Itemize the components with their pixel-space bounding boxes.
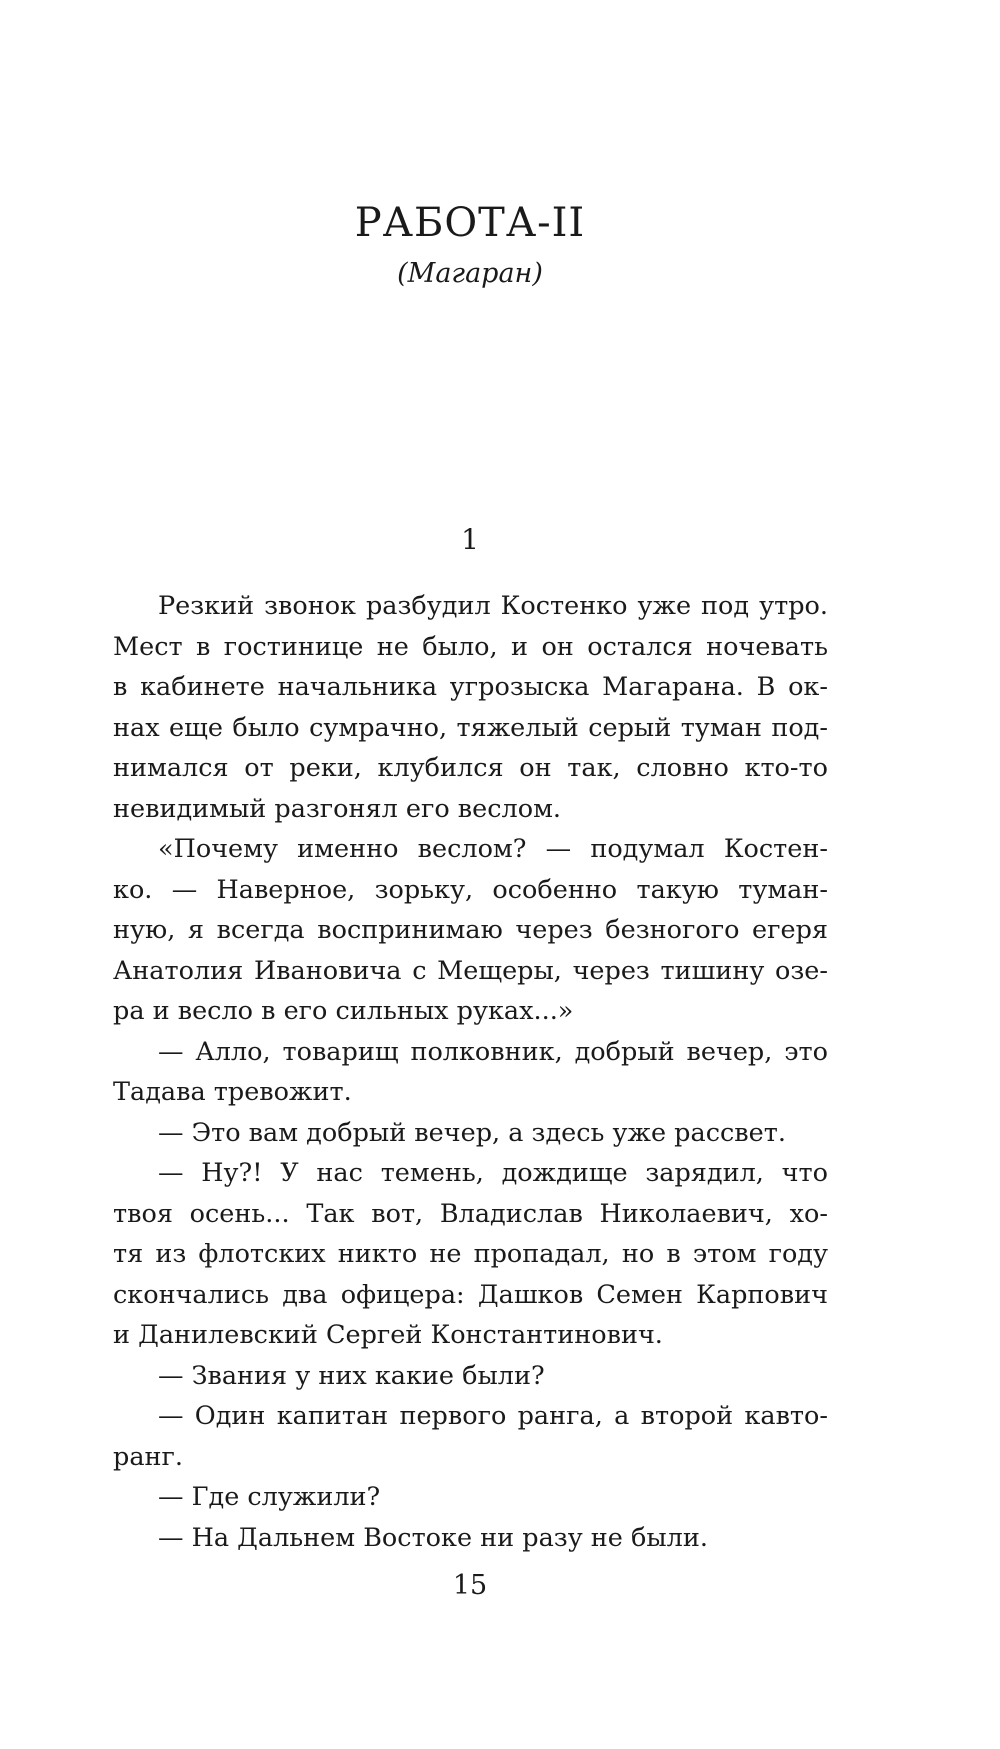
text-line: «Почему именно веслом? — подумал Костен- — [158, 834, 828, 864]
text-line: тя из флотских никто не пропадал, но в этом году — [113, 1239, 828, 1269]
chapter-title: РАБОТА-II — [354, 200, 586, 246]
text-line: — Один капитан первого ранга, а второй кавто- — [158, 1401, 828, 1431]
text-line: нах еще было сумрачно, тяжелый серый туман под- — [113, 712, 828, 743]
text-line: и Данилевский Сергей Константинович. — [113, 1320, 663, 1350]
text-line: — На Дальнем Востоке ни разу не были. — [158, 1522, 708, 1553]
text-line: ную, я всегда воспринимаю через безногого егеря — [113, 915, 828, 945]
text-line: Тадава тревожит. — [113, 1077, 352, 1107]
text-line: — Это вам добрый вечер, а здесь уже рассвет. — [158, 1117, 786, 1148]
text-line: твоя осень... Так вот, Владислав Николаевич, хо- — [113, 1198, 828, 1229]
text-line: скончались два офицера: Дашков Семен Карпович — [113, 1279, 828, 1310]
text-line: ра и весло в его сильных руках...» — [113, 996, 574, 1026]
page-number: 15 — [452, 1570, 488, 1601]
section-number: 1 — [461, 523, 479, 556]
text-line: ко. — Наверное, зорьку, особенно такую туман- — [113, 874, 828, 905]
text-line: — Где служили? — [158, 1482, 381, 1512]
text-line: ранг. — [113, 1441, 183, 1472]
text-line: — Ну?! У нас темень, дождище зарядил, что — [158, 1158, 828, 1188]
body-text — [113, 586, 828, 1558]
text-line: Резкий звонок разбудил Костенко уже под утро. — [158, 591, 828, 621]
text-line: — Алло, товарищ полковник, добрый вечер, это — [158, 1036, 828, 1067]
text-line: невидимый разгонял его веслом. — [113, 793, 562, 824]
text-line: Мест в гостинице не было, и он остался ночевать — [113, 631, 828, 662]
text-line: Анатолия Ивановича с Мещеры, через тишину озе- — [113, 955, 828, 986]
text-line: нимался от реки, клубился он так, словно кто-то — [113, 753, 828, 783]
text-line: — Звания у них какие были? — [158, 1360, 545, 1391]
text-line: в кабинете начальника угрозыска Магарана. В ок- — [113, 672, 828, 702]
chapter-subtitle: (Магаран) — [397, 258, 543, 289]
